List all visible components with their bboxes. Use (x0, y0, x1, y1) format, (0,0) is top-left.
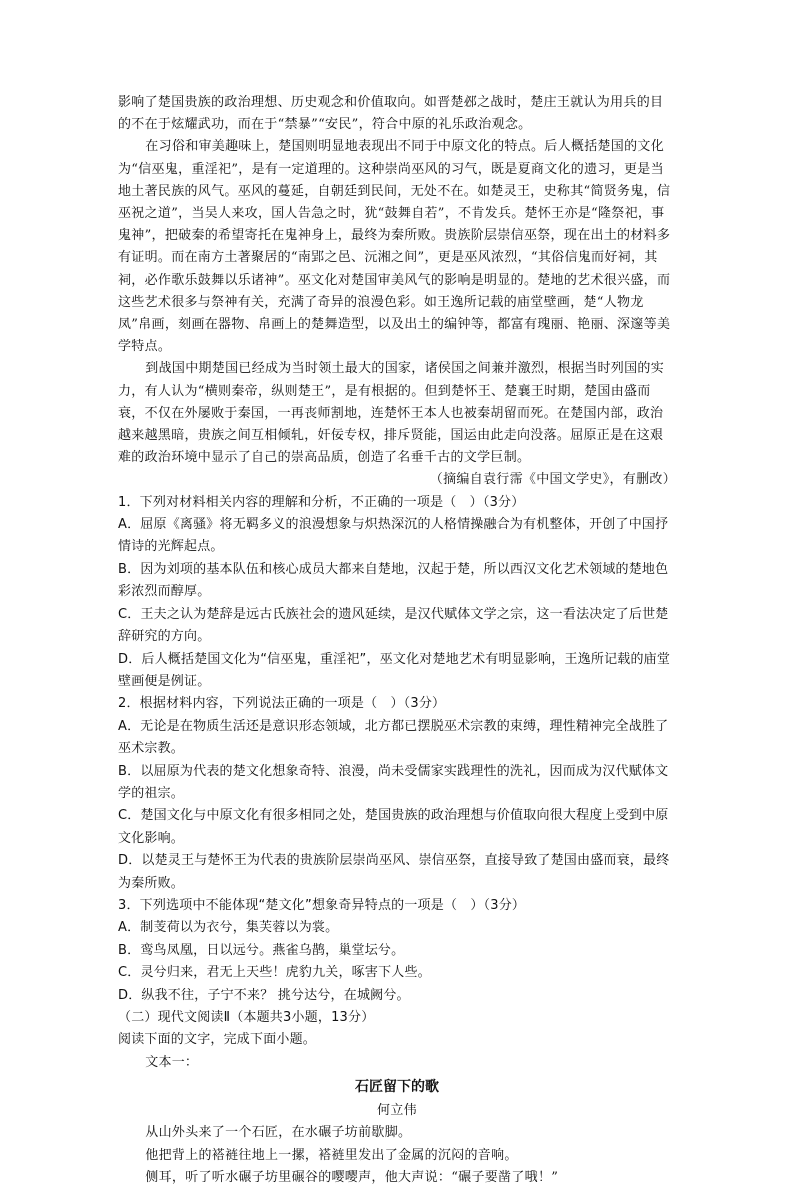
question-stem: 3．下列选项中不能体现“楚文化”想象奇异特点的一项是（ ）（3分） (118, 897, 526, 913)
question-option: C．王夫之认为楚辞是远古氏族社会的遗风延续，是汉代赋体文学之宗，这一看法决定了后世楚辞研究的方向。 (118, 606, 669, 645)
question-option: C．楚国文化与中原文化有很多相同之处，楚国贵族的政治理想与价值取向很大程度上受到中原文化影响。 (118, 808, 669, 846)
story-title: 石匠留下的歌 (355, 1079, 439, 1096)
story-line: 侧耳，听了听水碾子坊里碾谷的嘤嘤声，他大声说：“碾子要凿了哦！” (145, 1169, 559, 1185)
question-3 (118, 895, 676, 1007)
question-option: A．制芰荷以为衣兮，集芙蓉以为裳。 (118, 920, 339, 936)
passage-paragraph-1-continued: 影响了楚国贵族的政治理想、历史观念和价值取向。如晋楚邲之战时，楚庄王就认为用兵的目的不在于炫耀武功，而在于“禁暴”“安民”，符合中原的礼乐政治观念。 (118, 95, 664, 133)
story-line: 他把背上的褡裢往地上一摞，褡裢里发出了金属的沉闷的音响。 (145, 1147, 518, 1163)
question-option: B．鸾鸟凤凰，日以远兮。燕雀乌鹊，巢堂坛兮。 (118, 942, 405, 958)
question-2 (118, 693, 676, 895)
question-option: D．后人概括楚国文化为“信巫鬼，重淫祀”，巫文化对楚地艺术有明显影响，王逸所记载的庙堂壁画便是例证。 (118, 651, 671, 689)
question-option: A．屈原《离骚》将无羁多义的浪漫想象与炽热深沉的人格情操融合为有机整体，开创了中国抒情诗的光辉起点。 (118, 517, 669, 555)
question-option: D．以楚灵王与楚怀王为代表的贵族阶层崇尚巫风、崇信巫祭，直接导致了楚国由盛而衰，最终为秦所败。 (118, 853, 670, 891)
question-stem: 1．下列对材料相关内容的理解和分析，不正确的一项是（ ）（3分） (118, 494, 525, 510)
questions-section (118, 492, 676, 1075)
question-option: B．因为刘项的基本队伍和核心成员大都来自楚地，汉起于楚，所以西汉文化艺术领域的楚地色彩浓烈而醇厚。 (118, 561, 669, 600)
passage-section (118, 92, 676, 492)
question-option: B．以屈原为代表的楚文化想象奇特、浪漫，尚未受儒家实践理性的洗礼，因而成为汉代赋体文学的祖宗。 (118, 763, 669, 801)
section-heading: （二）现代文阅读Ⅱ（本题共3小题，13分） (118, 1010, 375, 1025)
document-page (118, 92, 676, 1189)
question-option: D．纵我不往，子宁不来？ 挑兮达兮，在城阙兮。 (118, 987, 410, 1003)
passage-paragraph-2: 在习俗和审美趣味上，楚国则明显地表现出不同于中原文化的特点。后人概括楚国的文化为“信巫鬼，重淫祀”，是有一定道理的。这种崇尚巫风的习气，既是夏商文化的遗习，更是当地土著民族的风气。巫风的蔓延，自朝廷到民间，无处不在。如楚灵王，史称其“简贤务鬼，信巫祝之道”，当吴人来攻，国人告急之时，犹“鼓舞自若”，不肯发兵。楚怀王亦是“隆祭祀，事鬼神”，把破秦的希望寄托在鬼神身上，最终为秦所败。贵族阶层崇信巫祭，现在出土的材料多有证明。而在南方土著聚居的“南郢之邑、沅湘之间”，更是巫风浓烈，“其俗信鬼而好祠，其祠，必作歌乐鼓舞以乐诸神”。巫文化对楚国审美风气的影响是明显的。楚地的艺术很兴盛，而这些艺术很多与祭神有关，充满了奇异的浪漫色彩。如王逸所记载的庙堂壁画，楚“人物龙凤”帛画，刻画在器物、帛画上的楚舞造型，以及出土的编钟等，都富有瑰丽、艳丽、深邃等美学特点。 (118, 139, 671, 355)
question-stem: 2．根据材料内容，下列说法正确的一项是（ ）（3分） (118, 696, 446, 712)
question-1 (118, 492, 676, 694)
passage-paragraph-3: 到战国中期楚国已经成为当时领土最大的国家，诸侯国之间兼并激烈，根据当时列国的实力，有人认为“横则秦帝，纵则楚王”，是有根据的。但到楚怀王、楚襄王时期，楚国由盛而衰，不仅在外屡败于秦国，一再丧师割地，连楚怀王本人也被秦胡留而死。在楚国内部，政治越来越黑暗，贵族之间互相倾轧，奸佞专权，排斥贤能，国运由此走向没落。屈原正是在这艰难的政治环境中显示了自己的崇高品质，创造了名垂千古的文学巨制。 (118, 361, 664, 466)
story-author: 何立伟 (377, 1103, 417, 1119)
story-line: 从山外头来了一个石匠，在水碾子坊前歇脚。 (145, 1125, 412, 1141)
question-option: C．灵兮归来，君无上天些！虎豹九关，啄害下人些。 (118, 965, 431, 981)
passage-source: （摘编自袁行霈《中国文学史》，有删改） (429, 472, 676, 488)
question-option: A．无论是在物质生活还是意识形态领域，北方都已摆脱巫术宗教的束缚，理性精神完全战胜了巫术宗教。 (118, 718, 669, 757)
story-section (118, 1100, 676, 1189)
section-instruction: 阅读下面的文字，完成下面小题。 (118, 1032, 317, 1048)
text-label: 文本一： (145, 1054, 199, 1070)
